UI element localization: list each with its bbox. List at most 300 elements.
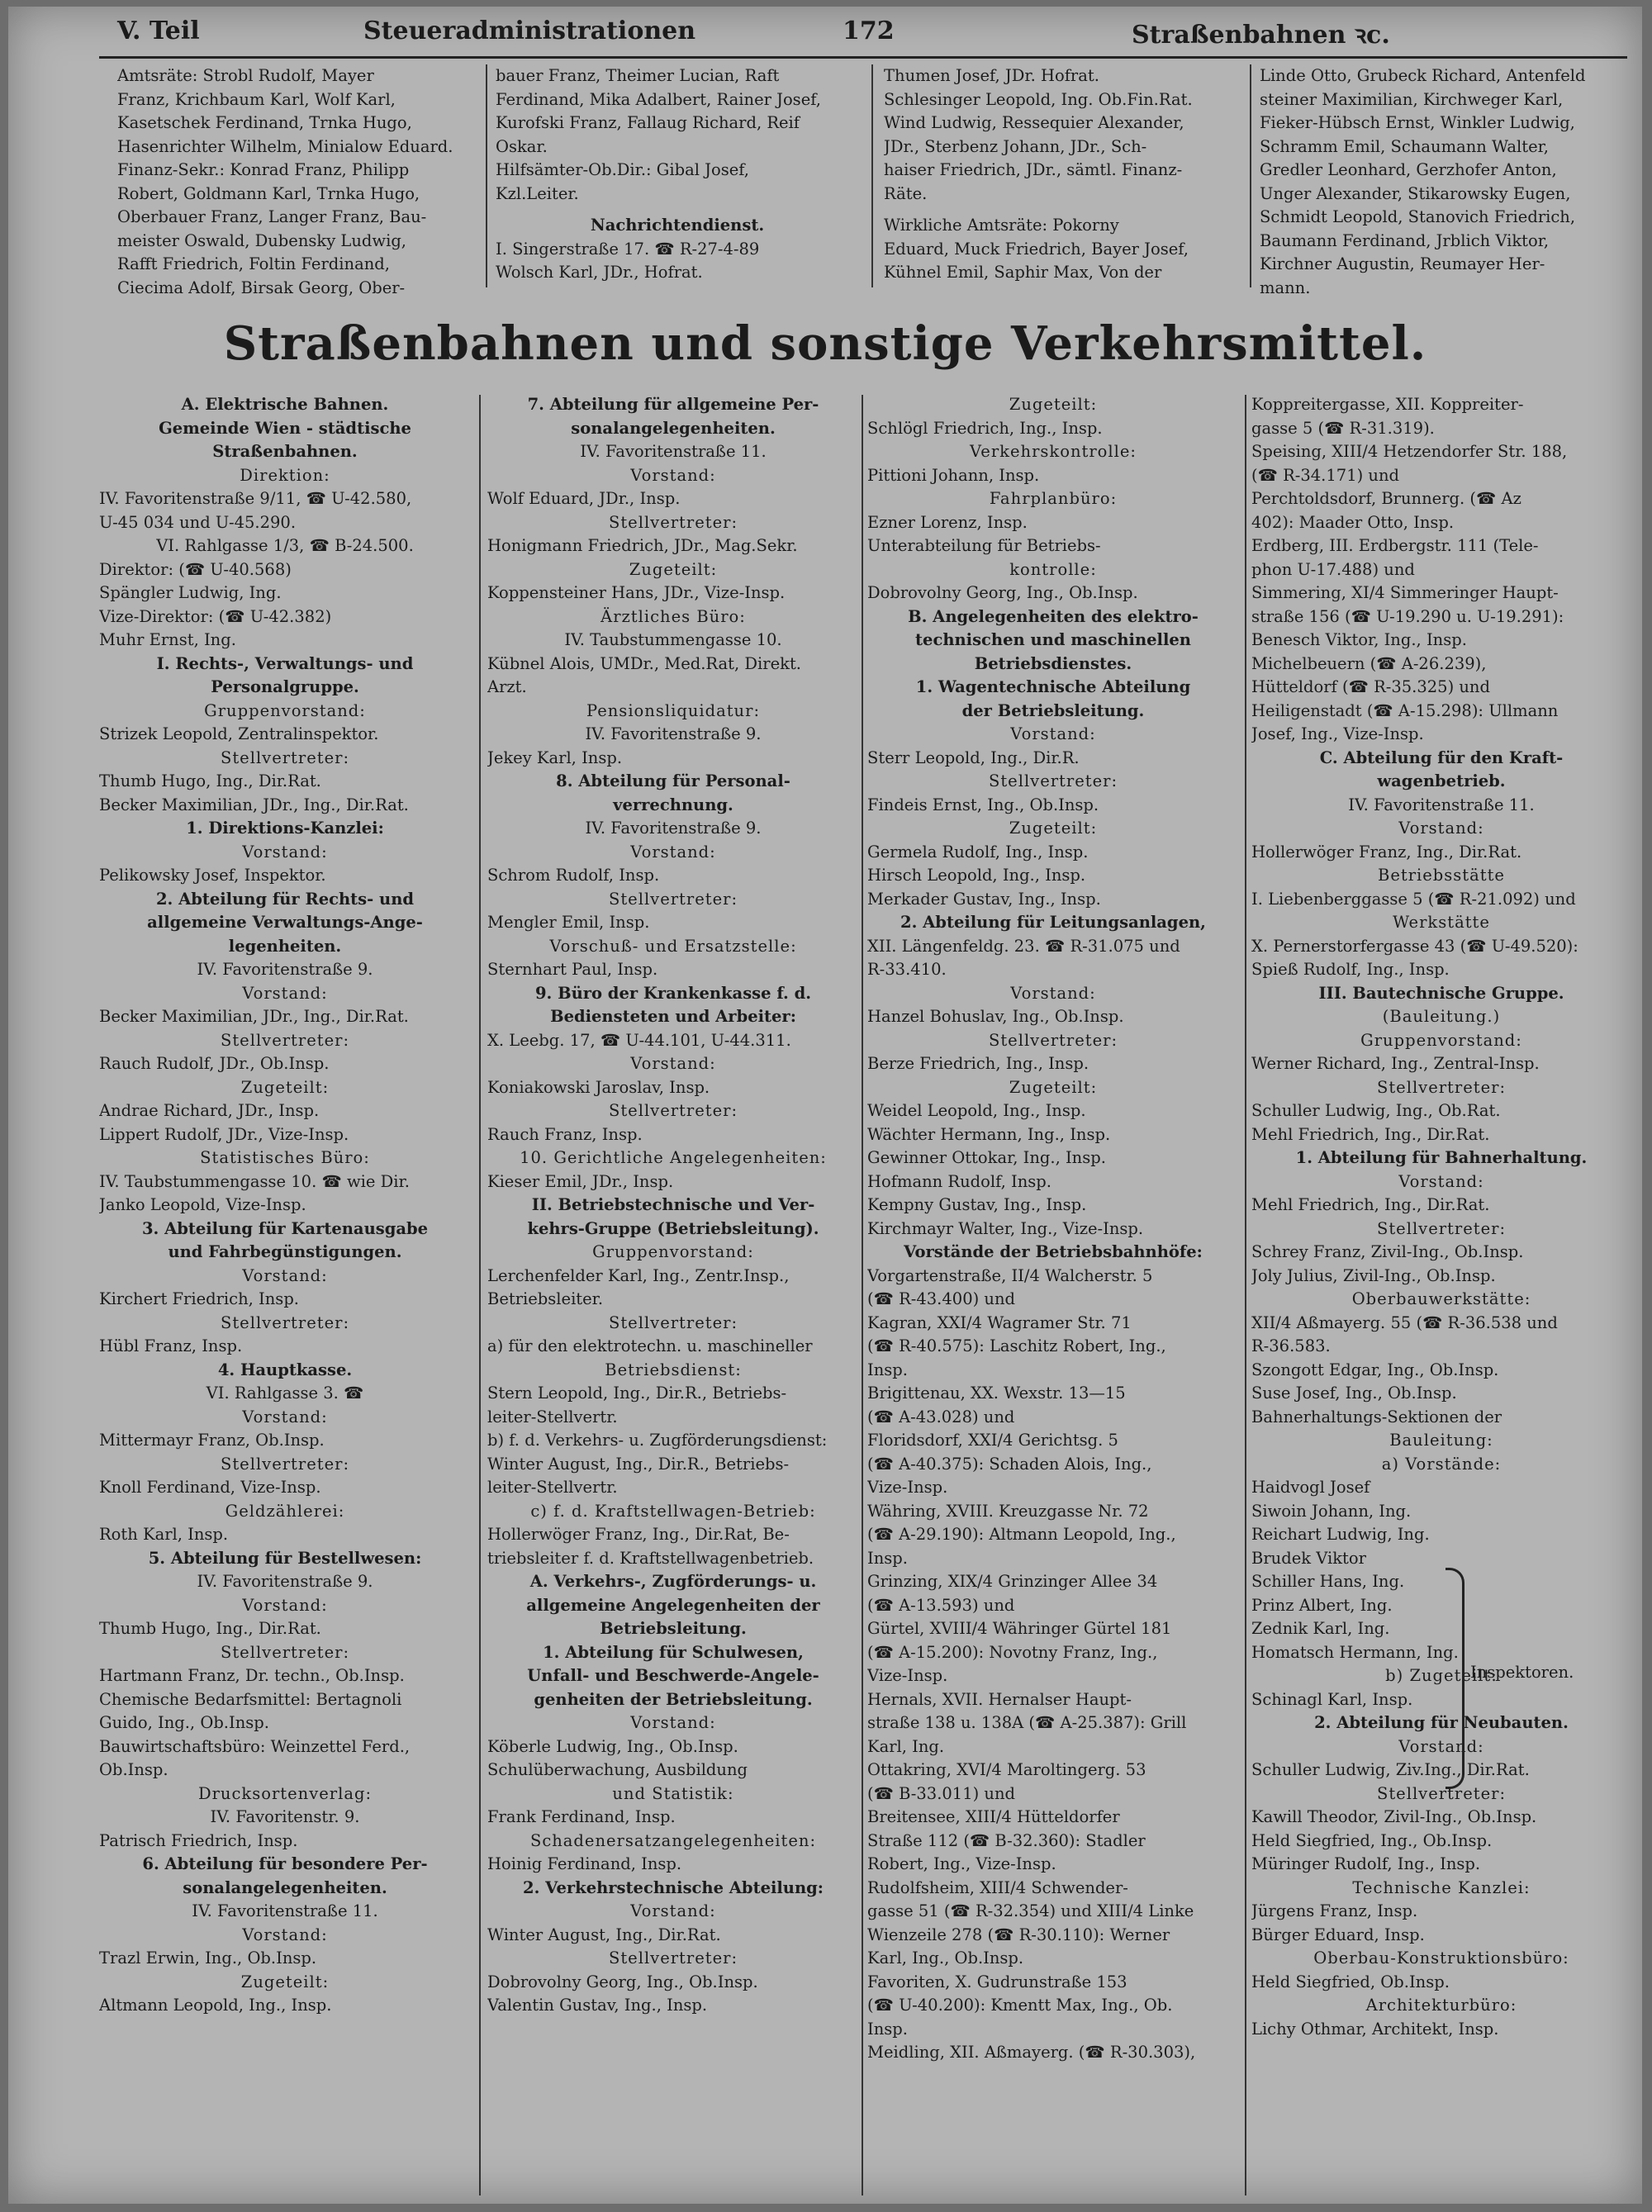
text-line: Simmering, XI/4 Simmeringer Haupt- [1251, 583, 1559, 602]
text-line: Spieß Rudolf, Ing., Insp. [1251, 960, 1450, 979]
text-line: Sterr Leopold, Ing., Dir.R. [867, 748, 1080, 767]
text-line: Statistisches Büro: [200, 1148, 370, 1167]
text-line: Mittermayr Franz, Ob.Insp. [99, 1431, 325, 1450]
text-line: allgemeine Angelegenheiten der [526, 1595, 820, 1615]
text-line: Gewinner Ottokar, Ing., Insp. [867, 1148, 1106, 1167]
text-line: meister Oswald, Dubensky Ludwig, [117, 230, 407, 250]
text-line: Hübl Franz, Insp. [99, 1336, 243, 1355]
text-line: U-45 034 und U-45.290. [99, 512, 297, 532]
text-line: IV. Favoritenstraße 11. [1348, 795, 1535, 814]
text-line: Janko Leopold, Vize-Insp. [99, 1195, 306, 1214]
text-line: Schlögl Friedrich, Ing., Insp. [867, 418, 1103, 438]
text-line: 10. Gerichtliche Angelegenheiten: [520, 1148, 827, 1167]
text-line: Valentin Gustav, Ing., Insp. [487, 1996, 708, 2015]
text-line: Kzl.Leiter. [496, 183, 579, 203]
text-line: (☎ A-15.200): Novotny Franz, Ing., [867, 1642, 1158, 1662]
text-line: Haidvogl Josef [1251, 1478, 1370, 1497]
text-line: Hoinig Ferdinand, Insp. [487, 1854, 682, 1873]
text-line: Speising, XIII/4 Hetzendorfer Str. 188, [1251, 442, 1568, 461]
text-line: Müringer Rudolf, Ing., Insp. [1251, 1854, 1481, 1873]
text-line: Stellvertreter: [1376, 1077, 1507, 1097]
text-line: Prinz Albert, Ing. [1251, 1595, 1393, 1615]
text-line: Rudolfsheim, XIII/4 Schwender- [867, 1877, 1128, 1897]
text-line: Vize-Insp. [867, 1666, 948, 1685]
text-line: Germela Rudolf, Ing., Insp. [867, 842, 1089, 862]
text-line: Zugeteilt: [1009, 1077, 1098, 1097]
text-line: IV. Favoritenstraße 9. [585, 724, 762, 743]
text-line: Stellvertreter: [608, 1949, 738, 1968]
text-line: Ferdinand, Mika Adalbert, Rainer Josef, [496, 89, 821, 109]
text-line: B. Angelegenheiten des elektro- [908, 606, 1199, 626]
text-line: Benesch Viktor, Ing., Insp. [1251, 630, 1467, 649]
text-line: Oberbauwerkstätte: [1351, 1289, 1531, 1308]
text-line: Dobrovolny Georg, Ing., Ob.Insp. [867, 583, 1138, 602]
text-line: (☎ A-13.593) und [867, 1595, 1015, 1615]
text-line: IV. Favoritenstraße 11. [580, 442, 767, 461]
text-line: Wind Ludwig, Ressequier Alexander, [884, 113, 1184, 132]
text-line: Stellvertreter: [220, 748, 350, 767]
text-line: Mehl Friedrich, Ing., Dir.Rat. [1251, 1124, 1490, 1144]
text-line: 1. Wagentechnische Abteilung [915, 677, 1191, 696]
text-line: Stellvertreter: [220, 1642, 350, 1662]
text-line: Stern Leopold, Ing., Dir.R., Betriebs- [487, 1384, 787, 1403]
text-line: Räte. [884, 183, 928, 203]
text-line: Schadenersatzangelegenheiten: [529, 1830, 817, 1850]
column-divider [871, 64, 873, 287]
text-line: Hanzel Bohuslav, Ing., Ob.Insp. [867, 1007, 1124, 1026]
text-line: Vorstand: [630, 1901, 716, 1920]
text-line: IV. Favoritenstraße 9. [585, 819, 762, 838]
text-line: Hartmann Franz, Dr. techn., Ob.Insp. [99, 1666, 405, 1685]
text-line: Insp. [867, 1360, 908, 1379]
text-line: Held Siegfried, Ing., Ob.Insp. [1251, 1830, 1493, 1850]
text-line: Schmidt Leopold, Stanovich Friedrich, [1260, 207, 1576, 226]
top-column-2 [496, 64, 859, 304]
text-line: Oberbauer Franz, Langer Franz, Bau- [117, 207, 427, 226]
text-line: I. Rechts-, Verwaltungs- und [156, 653, 414, 673]
text-line: Stellvertreter: [608, 512, 738, 532]
text-line: Kirchmayr Walter, Ing., Vize-Insp. [867, 1218, 1144, 1238]
text-line: Spängler Ludwig, Ing. [99, 583, 282, 602]
text-line: Hilfsämter-Ob.Dir.: Gibal Josef, [496, 160, 749, 179]
right-running-title: Straßenbahnen ꝛc. [1132, 21, 1390, 50]
text-line: Betriebsstätte [1378, 866, 1505, 885]
text-line: Michelbeuern (☎ A-26.239), [1251, 653, 1487, 673]
text-line: Honigmann Friedrich, JDr., Mag.Sekr. [487, 536, 798, 555]
text-line: Betriebsleiter. [487, 1289, 604, 1308]
text-line: 1. Abteilung für Bahnerhaltung. [1295, 1148, 1588, 1167]
text-line: leiter-Stellvertr. [487, 1407, 618, 1426]
text-line: Lichy Othmar, Architekt, Insp. [1251, 2019, 1499, 2039]
text-line: Gruppenvorstand: [592, 1242, 754, 1261]
text-line: Brigittenau, XX. Wexstr. 13—15 [867, 1384, 1126, 1403]
text-line: Unterabteilung für Betriebs- [867, 536, 1101, 555]
text-line: Hasenrichter Wilhelm, Minialow Eduard. [117, 136, 453, 156]
text-line: Breitensee, XIII/4 Hütteldorfer [867, 1807, 1120, 1826]
column-1 [99, 393, 471, 2202]
text-line: kontrolle: [1009, 559, 1097, 579]
text-line: Kirchner Augustin, Reumayer Her- [1260, 254, 1545, 273]
top-column-3 [884, 64, 1247, 304]
text-line: (☎ R-43.400) und [867, 1289, 1016, 1308]
text-line: Finanz-Sekr.: Konrad Franz, Philipp [117, 160, 410, 179]
text-line: Wirkliche Amtsräte: Pokorny [884, 216, 1119, 235]
text-line: I. Singerstraße 17. ☎ R-27-4-89 [496, 239, 760, 259]
text-line: Kühnel Emil, Saphir Max, Von der [884, 263, 1162, 282]
text-line: Franz, Krichbaum Karl, Wolf Karl, [117, 89, 396, 109]
text-line: verrechnung. [613, 795, 733, 814]
text-line: und Fahrbegünstigungen. [168, 1242, 402, 1261]
text-line: c) f. d. Kraftstellwagen-Betrieb: [530, 1501, 816, 1521]
text-line: Thumb Hugo, Ing., Dir.Rat. [99, 771, 321, 790]
text-line: Linde Otto, Grubeck Richard, Antenfeld [1260, 66, 1586, 85]
text-line: Wächter Hermann, Ing., Insp. [867, 1124, 1111, 1144]
text-line: Hirsch Leopold, Ing., Insp. [867, 866, 1086, 885]
text-line: Amtsräte: Strobl Rudolf, Mayer [117, 66, 374, 85]
text-line: Weidel Leopold, Ing., Insp. [867, 1101, 1086, 1120]
text-line: III. Bautechnische Gruppe. [1318, 983, 1564, 1003]
text-line: VI. Rahlgasse 3. ☎ [206, 1384, 364, 1403]
text-line: Stellvertreter: [988, 1030, 1118, 1050]
text-line: Hütteldorf (☎ R-35.325) und [1251, 677, 1490, 696]
text-line: Personalgruppe. [211, 677, 359, 696]
text-line: Becker Maximilian, JDr., Ing., Dir.Rat. [99, 1007, 409, 1026]
text-line: XII/4 Aßmayerg. 55 (☎ R-36.538 und [1251, 1312, 1558, 1332]
text-line: 8. Abteilung für Personal- [556, 771, 790, 790]
text-line: Bediensteten und Arbeiter: [550, 1007, 796, 1026]
document-page [8, 7, 1642, 2204]
text-line: 9. Büro der Krankenkasse f. d. [534, 983, 812, 1003]
text-line: bauer Franz, Theimer Lucian, Raft [496, 66, 780, 85]
text-line: gasse 51 (☎ R-32.354) und XIII/4 Linke [867, 1901, 1194, 1920]
text-line: 2. Abteilung für Rechts- und [155, 889, 415, 909]
text-line: Brudek Viktor [1251, 1548, 1366, 1568]
text-line: Vize-Insp. [867, 1478, 948, 1497]
text-line: Schrom Rudolf, Insp. [487, 866, 660, 885]
text-line: Drucksortenverlag: [197, 1783, 373, 1803]
text-line: Lerchenfelder Karl, Ing., Zentr.Insp., [487, 1265, 790, 1285]
text-line [496, 206, 859, 214]
text-line: 402): Maader Otto, Insp. [1251, 512, 1455, 532]
text-line: Stellvertreter: [1376, 1218, 1507, 1238]
text-line: Fieker-Hübsch Ernst, Winkler Ludwig, [1260, 113, 1575, 132]
text-line: Unger Alexander, Stikarowsky Eugen, [1260, 183, 1571, 203]
text-line: Vorstand: [1398, 819, 1484, 838]
text-line: IV. Favoritenstraße 9/11, ☎ U-42.580, [99, 489, 412, 508]
text-line: 7. Abteilung für allgemeine Per- [527, 395, 819, 414]
text-line: IV. Favoritenstraße 9. [197, 1572, 373, 1591]
text-line: sonalangelegenheiten. [183, 1877, 387, 1897]
text-line: Floridsdorf, XXI/4 Gerichtsg. 5 [867, 1431, 1118, 1450]
section-label: V. Teil [117, 17, 200, 45]
text-line: leiter-Stellvertr. [487, 1478, 618, 1497]
text-line: Lippert Rudolf, JDr., Vize-Insp. [99, 1124, 349, 1144]
text-line: Josef, Ing., Vize-Insp. [1251, 724, 1424, 743]
text-line: Sternhart Paul, Insp. [487, 960, 658, 979]
text-line: Ottakring, XVI/4 Maroltingerg. 53 [867, 1760, 1146, 1779]
text-line: Muhr Ernst, Ing. [99, 630, 236, 649]
text-line: Vorstand: [1398, 1171, 1484, 1191]
text-line: 2. Verkehrstechnische Abteilung: [523, 1877, 824, 1897]
text-line: Patrisch Friedrich, Insp. [99, 1830, 298, 1850]
text-line: wagenbetrieb. [1377, 771, 1506, 790]
text-line: mann. [1260, 278, 1311, 297]
text-line: Nachrichtendienst. [590, 216, 765, 235]
text-line: Schiller Hans, Ing. [1251, 1572, 1405, 1591]
column-3 [867, 393, 1239, 2202]
column-divider [486, 64, 487, 287]
text-line: Jekey Karl, Insp. [487, 748, 623, 767]
text-line: Stellvertreter: [988, 771, 1118, 790]
text-line: a) Vorstände: [1381, 1454, 1502, 1474]
text-line: Wolsch Karl, JDr., Hofrat. [496, 263, 703, 282]
text-line: sonalangelegenheiten. [571, 418, 776, 438]
text-line: Hofmann Rudolf, Insp. [867, 1171, 1051, 1191]
text-line: Bürger Eduard, Insp. [1251, 1925, 1425, 1944]
text-line: Betriebsleitung. [600, 1619, 747, 1638]
text-line: X. Pernerstorfergasse 43 (☎ U-49.520): [1251, 936, 1578, 956]
text-line: Kasetschek Ferdinand, Trnka Hugo, [117, 113, 412, 132]
text-line: Rauch Rudolf, JDr., Ob.Insp. [99, 1054, 330, 1073]
text-line: Kübnel Alois, UMDr., Med.Rat, Direkt. [487, 653, 801, 673]
text-line: phon U-17.488) und [1251, 559, 1415, 579]
text-line: gasse 5 (☎ R-31.319). [1251, 418, 1435, 438]
text-line: Vorstand: [630, 465, 716, 485]
top-column-4 [1260, 64, 1623, 304]
brace-label: Inspektoren. [1470, 1663, 1574, 1682]
text-line: Pelikowsky Josef, Inspektor. [99, 866, 326, 885]
text-line: A. Elektrische Bahnen. [181, 395, 389, 414]
text-line: Jürgens Franz, Insp. [1251, 1901, 1418, 1920]
text-line: steiner Maximilian, Kirchweger Karl, [1260, 89, 1564, 109]
text-line: Zugeteilt: [1009, 395, 1098, 414]
text-line: Reichart Ludwig, Ing. [1251, 1525, 1430, 1544]
text-line: JDr., Sterbenz Johann, JDr., Sch- [884, 136, 1147, 156]
text-line: Winter August, Ing., Dir.R., Betriebs- [487, 1454, 790, 1474]
text-line: Schlesinger Leopold, Ing. Ob.Fin.Rat. [884, 89, 1193, 109]
text-line: triebsleiter f. d. Kraftstellwagenbetrieb. [487, 1548, 814, 1568]
text-line: Kieser Emil, JDr., Insp. [487, 1171, 674, 1191]
text-line: I. Liebenberggasse 5 (☎ R-21.092) und [1251, 889, 1576, 909]
text-line: Knoll Ferdinand, Vize-Insp. [99, 1478, 321, 1497]
text-line: Siwoin Johann, Ing. [1251, 1501, 1412, 1521]
text-line: Vorstand: [630, 842, 716, 862]
text-line: Vorstand: [242, 983, 328, 1003]
text-line: Erdberg, III. Erdbergstr. 111 (Tele- [1251, 536, 1539, 555]
text-line: Wolf Eduard, JDr., Insp. [487, 489, 681, 508]
text-line: 2. Abteilung für Leitungsanlagen, [900, 913, 1206, 932]
text-line: Dobrovolny Georg, Ing., Ob.Insp. [487, 1972, 758, 1991]
inspectors-brace [1446, 1568, 1464, 1789]
text-line: Schinagl Karl, Insp. [1251, 1689, 1413, 1709]
column-divider [479, 395, 481, 2195]
text-line: Bauleitung: [1389, 1431, 1493, 1450]
text-line: R-33.410. [867, 960, 947, 979]
text-line: Heiligenstadt (☎ A-15.298): Ullmann [1251, 700, 1559, 720]
text-line: Suse Josef, Ing., Ob.Insp. [1251, 1384, 1457, 1403]
text-line: Stellvertreter: [608, 1101, 738, 1120]
text-line: Vorstand: [630, 1054, 716, 1073]
text-line: Trazl Erwin, Ing., Ob.Insp. [99, 1949, 317, 1968]
text-line: Geldzählerei: [225, 1501, 345, 1521]
text-line: (Bauleitung.) [1382, 1007, 1501, 1026]
text-line: Ob.Insp. [99, 1760, 169, 1779]
text-line: Technische Kanzlei: [1352, 1877, 1531, 1897]
text-line: Rafft Friedrich, Foltin Ferdinand, [117, 254, 390, 273]
text-line: VI. Rahlgasse 1/3, ☎ B-24.500. [156, 536, 414, 555]
text-line: Vorstand: [242, 1595, 328, 1615]
text-line: Werner Richard, Ing., Zentral-Insp. [1251, 1054, 1540, 1073]
text-line: Kawill Theodor, Zivil-Ing., Ob.Insp. [1251, 1807, 1537, 1826]
text-line: Ciecima Adolf, Birsak Georg, Ober- [117, 278, 406, 297]
text-line: Gemeinde Wien - städtische [159, 418, 411, 438]
text-line: straße 138 u. 138A (☎ A-25.387): Grill [867, 1713, 1187, 1732]
text-line: (☎ A-40.375): Schaden Alois, Ing., [867, 1454, 1152, 1474]
text-line: Stellvertreter: [608, 1312, 738, 1332]
text-line: Betriebsdienst: [605, 1360, 742, 1379]
text-line: Perchtoldsdorf, Brunnerg. (☎ Az [1251, 489, 1521, 508]
text-line: Chemische Bedarfsmittel: Bertagnoli [99, 1689, 402, 1709]
text-line: Zugeteilt: [240, 1077, 330, 1097]
column-2 [487, 393, 859, 2202]
text-line: Altmann Leopold, Ing., Insp. [99, 1996, 332, 2015]
text-line: Koppensteiner Hans, JDr., Vize-Insp. [487, 583, 786, 602]
text-line: Vorstände der Betriebsbahnhöfe: [904, 1242, 1203, 1261]
text-line: Bahnerhaltungs-Sektionen der [1251, 1407, 1502, 1426]
text-line: (☎ U-40.200): Kmentt Max, Ing., Ob. [867, 1996, 1173, 2015]
text-line: der Betriebsleitung. [961, 700, 1145, 720]
text-line: Stellvertreter: [1376, 1783, 1507, 1803]
text-line: straße 156 (☎ U-19.290 u. U-19.291): [1251, 606, 1564, 626]
text-line: Kirchert Friedrich, Insp. [99, 1289, 299, 1308]
text-line: IV. Favoritenstraße 9. [197, 960, 373, 979]
text-line: Guido, Ing., Ob.Insp. [99, 1713, 269, 1732]
text-line: (☎ R-40.575): Laschitz Robert, Ing., [867, 1336, 1166, 1355]
text-line: Zugeteilt: [629, 559, 718, 579]
text-line: Unfall- und Beschwerde-Angele- [527, 1666, 819, 1685]
column-4 [1251, 393, 1631, 2202]
text-line: 4. Hauptkasse. [217, 1360, 353, 1379]
text-line: Gruppenvorstand: [204, 700, 366, 720]
text-line: Vorstand: [1010, 983, 1096, 1003]
text-line: Schuller Ludwig, Ing., Ob.Rat. [1251, 1101, 1501, 1120]
text-line: Koniakowski Jaroslav, Insp. [487, 1077, 710, 1097]
top-column-1 [117, 64, 481, 304]
text-line: Schulüberwachung, Ausbildung [487, 1760, 748, 1779]
text-line: Szongott Edgar, Ing., Ob.Insp. [1251, 1360, 1499, 1379]
left-running-title: Steueradministrationen [363, 17, 696, 45]
text-line: 6. Abteilung für besondere Per- [142, 1854, 428, 1873]
text-line: (☎ R-34.171) und [1251, 465, 1400, 485]
text-line: IV. Taubstummengasse 10. ☎ wie Dir. [99, 1171, 410, 1191]
text-line: Hollerwöger Franz, Ing., Dir.Rat, Be- [487, 1525, 790, 1544]
text-line: kehrs-Gruppe (Betriebsleitung). [527, 1218, 819, 1238]
text-line: Verkehrskontrolle: [970, 442, 1137, 461]
text-line: XII. Längenfeldg. 23. ☎ R-31.075 und [867, 936, 1180, 956]
text-line: 1. Direktions-Kanzlei: [186, 819, 384, 838]
text-line: Vorstand: [242, 842, 328, 862]
text-line: IV. Taubstummengasse 10. [564, 630, 782, 649]
text-line: Pensionsliquidatur: [586, 700, 761, 720]
text-line: Gredler Leonhard, Gerzhofer Anton, [1260, 160, 1557, 179]
column-divider [1245, 395, 1246, 2195]
text-line: Merkader Gustav, Ing., Insp. [867, 889, 1101, 909]
text-line: Held Siegfried, Ob.Insp. [1251, 1972, 1450, 1991]
text-line: Kurofski Franz, Fallaug Richard, Reif [496, 113, 800, 132]
text-line: Stellvertreter: [220, 1454, 350, 1474]
text-line: 1. Abteilung für Schulwesen, [543, 1642, 804, 1662]
page-number: 172 [843, 17, 895, 45]
column-divider [862, 395, 863, 2195]
text-line: Koppreitergasse, XII. Koppreiter- [1251, 395, 1524, 414]
text-line: 5. Abteilung für Bestellwesen: [148, 1548, 422, 1568]
text-line: Vorstand: [1398, 1736, 1484, 1756]
text-line: Straße 112 (☎ B-32.360): Stadler [867, 1830, 1146, 1850]
text-line: und Statistik: [612, 1783, 734, 1803]
text-line: Frank Ferdinand, Insp. [487, 1807, 676, 1826]
text-line: Mengler Emil, Insp. [487, 913, 650, 932]
text-line: b) Zugeteilt: [1385, 1666, 1498, 1685]
text-line: b) f. d. Verkehrs- u. Zugförderungsdienst: [487, 1431, 828, 1450]
text-line: Zednik Karl, Ing. [1251, 1619, 1390, 1638]
text-line: 3. Abteilung für Kartenausgabe [141, 1218, 429, 1238]
text-line: Robert, Goldmann Karl, Trnka Hugo, [117, 183, 420, 203]
text-line: Ärztliches Büro: [601, 606, 746, 626]
text-line: Betriebsdienstes. [974, 653, 1132, 673]
column-divider [1250, 64, 1251, 287]
text-line: Direktion: [240, 465, 330, 485]
text-line: Oberbau-Konstruktionsbüro: [1313, 1949, 1569, 1968]
text-line: Insp. [867, 2019, 908, 2039]
text-line: Vize-Direktor: (☎ U-42.382) [99, 606, 332, 626]
text-line: Straßenbahnen. [212, 442, 358, 461]
text-line: Werkstätte [1393, 913, 1490, 932]
text-line: Schrey Franz, Zivil-Ing., Ob.Insp. [1251, 1242, 1524, 1261]
text-line: II. Betriebstechnische und Ver- [531, 1195, 815, 1214]
text-line: (☎ B-33.011) und [867, 1783, 1016, 1803]
text-line: Insp. [867, 1548, 908, 1568]
text-line: Thumb Hugo, Ing., Dir.Rat. [99, 1619, 321, 1638]
text-line: Vorstand: [242, 1925, 328, 1944]
text-line: Thumen Josef, JDr. Hofrat. [884, 66, 1099, 85]
text-line: Gruppenvorstand: [1360, 1030, 1522, 1050]
text-line: legenheiten. [228, 936, 342, 956]
text-line: Direktor: (☎ U-40.568) [99, 559, 292, 579]
text-line: Fahrplanbüro: [989, 489, 1118, 508]
text-line: IV. Favoritenstraße 11. [192, 1901, 378, 1920]
text-line: Pittioni Johann, Insp. [867, 465, 1040, 485]
text-line: IV. Favoritenstr. 9. [210, 1807, 360, 1826]
text-line: Gürtel, XVIII/4 Währinger Gürtel 181 [867, 1619, 1172, 1638]
text-line: allgemeine Verwaltungs-Ange- [147, 913, 423, 932]
text-line: Joly Julius, Zivil-Ing., Ob.Insp. [1251, 1265, 1496, 1285]
text-line: Stellvertreter: [220, 1030, 350, 1050]
text-line: Kempny Gustav, Ing., Insp. [867, 1195, 1087, 1214]
text-line: Karl, Ing., Ob.Insp. [867, 1949, 1024, 1968]
text-line: Bauwirtschaftsbüro: Weinzettel Ferd., [99, 1736, 411, 1756]
main-title: Straßenbahnen und sonstige Verkehrsmittel. [223, 316, 1427, 371]
text-line: Hernals, XVII. Hernalser Haupt- [867, 1689, 1132, 1709]
text-line: Stellvertreter: [608, 889, 738, 909]
text-line: Eduard, Muck Friedrich, Bayer Josef, [884, 239, 1189, 259]
text-line: Becker Maximilian, JDr., Ing., Dir.Rat. [99, 795, 409, 814]
text-line: Favoriten, X. Gudrunstraße 153 [867, 1972, 1127, 1991]
text-line: Vorgartenstraße, II/4 Walcherstr. 5 [867, 1265, 1153, 1285]
text-line: Grinzing, XIX/4 Grinzinger Allee 34 [867, 1572, 1158, 1591]
text-line: Köberle Ludwig, Ing., Ob.Insp. [487, 1736, 738, 1756]
text-line: genheiten der Betriebsleitung. [534, 1689, 813, 1709]
text-line: Berze Friedrich, Ing., Insp. [867, 1054, 1089, 1073]
